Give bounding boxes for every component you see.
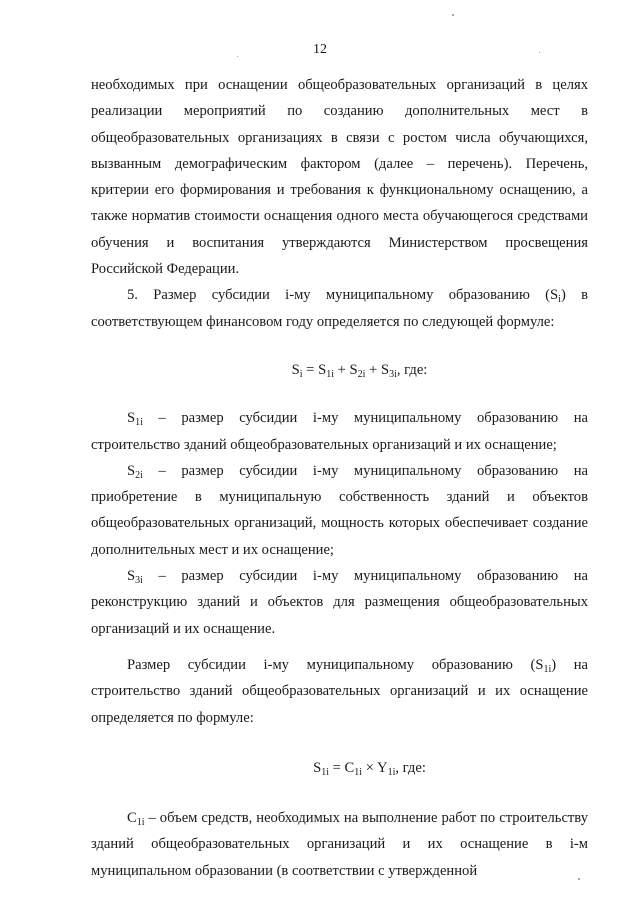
subscript: 1i xyxy=(354,766,363,778)
page-number: 12 xyxy=(313,42,327,57)
formula-operator: + xyxy=(333,361,350,378)
formula-operator: = xyxy=(302,361,319,378)
formula-term: Y xyxy=(377,759,388,776)
subscript: 1i xyxy=(136,817,145,829)
paragraph-s1i-size xyxy=(91,652,588,731)
formula-tail: , где: xyxy=(396,361,428,378)
scan-speck xyxy=(539,52,540,53)
paragraph-text: Размер субсидии i-му муниципальному образованию (S xyxy=(127,656,544,673)
subscript: 3i xyxy=(389,368,397,380)
formula-operator: × xyxy=(362,759,378,776)
paragraph-text: ) в соответствующем финансовом году определяется по следующей формуле: xyxy=(91,287,588,330)
paragraph-item-5 xyxy=(91,282,588,335)
scan-speck xyxy=(578,878,580,880)
subscript: 3i xyxy=(135,575,143,587)
paragraph-text: ) на строительство зданий общеобразовательных организаций и их оснащение определяется по формуле: xyxy=(91,656,588,726)
formula-total-subsidy xyxy=(91,357,588,383)
subscript: 1i xyxy=(135,417,143,429)
formula-tail: , где: xyxy=(395,759,426,776)
subscript: 1i xyxy=(387,766,396,778)
paragraph-continuation: необходимых при оснащении общеобразовательных организаций в целях реализации мероприятий по созданию дополнительных мест в общеобразовательных организациях в связи с ростом числа обучающихся, вызванным демографическим фактором (далее – перечень). Перечень, критерии его формирования и требования к функциональному оснащению, а также норматив стоимости оснащения одного места обучающегося средствами обучения и воспитания утверждаются Министерством просвещения Российской Федерации. xyxy=(91,77,588,278)
subscript: 2i xyxy=(135,469,143,481)
formula-term: S xyxy=(313,759,322,776)
definition-s3i xyxy=(91,563,588,642)
subscript: 1i xyxy=(326,368,334,380)
definition-s1i xyxy=(91,405,588,458)
formula-operator: + xyxy=(365,361,381,378)
definition-text: – размер субсидии i-му муниципальному образованию на реконструкцию зданий и объектов для размещения общеобразовательных организаций и их оснащение. xyxy=(91,568,588,637)
subscript: i xyxy=(299,368,303,380)
formula-term: S xyxy=(380,361,390,378)
formula-term: C xyxy=(344,759,355,776)
definition-s2i xyxy=(91,458,588,563)
scan-speck xyxy=(452,14,454,16)
subscript: i xyxy=(558,294,561,306)
formula-term: S xyxy=(318,361,327,378)
definition-text: – объем средств, необходимых на выполнение работ по строительству зданий общеобразовательных организаций и их оснащение в i-м муниципальном образовании (в соответствии с утвержденной xyxy=(91,810,588,879)
variable: C xyxy=(127,810,137,827)
formula-term: S xyxy=(349,361,358,378)
paragraph-text: 5. Размер субсидии i-му муниципальному образованию (S xyxy=(127,287,559,304)
definition-text: – размер субсидии i-му муниципальному образованию на приобретение в муниципальную собственность зданий и объектов общеобразовательных организаций, мощность которых обеспечивает создание дополнительных мест и их оснащение; xyxy=(91,462,588,558)
definition-text: – размер субсидии i-му муниципальному образованию на строительство зданий общеобразовательных организаций и их оснащение; xyxy=(91,410,588,453)
subscript: 1i xyxy=(321,766,329,778)
formula-operator: = xyxy=(329,759,345,776)
subscript: 1i xyxy=(543,663,552,675)
document-body xyxy=(91,72,588,884)
subscript: 2i xyxy=(357,368,366,380)
formula-s1i xyxy=(91,755,588,781)
variable: S xyxy=(127,462,136,479)
definition-c1i xyxy=(91,805,588,884)
variable: S xyxy=(127,410,136,427)
scan-speck xyxy=(237,56,238,57)
formula-term: S xyxy=(291,361,300,378)
variable: S xyxy=(127,568,136,585)
